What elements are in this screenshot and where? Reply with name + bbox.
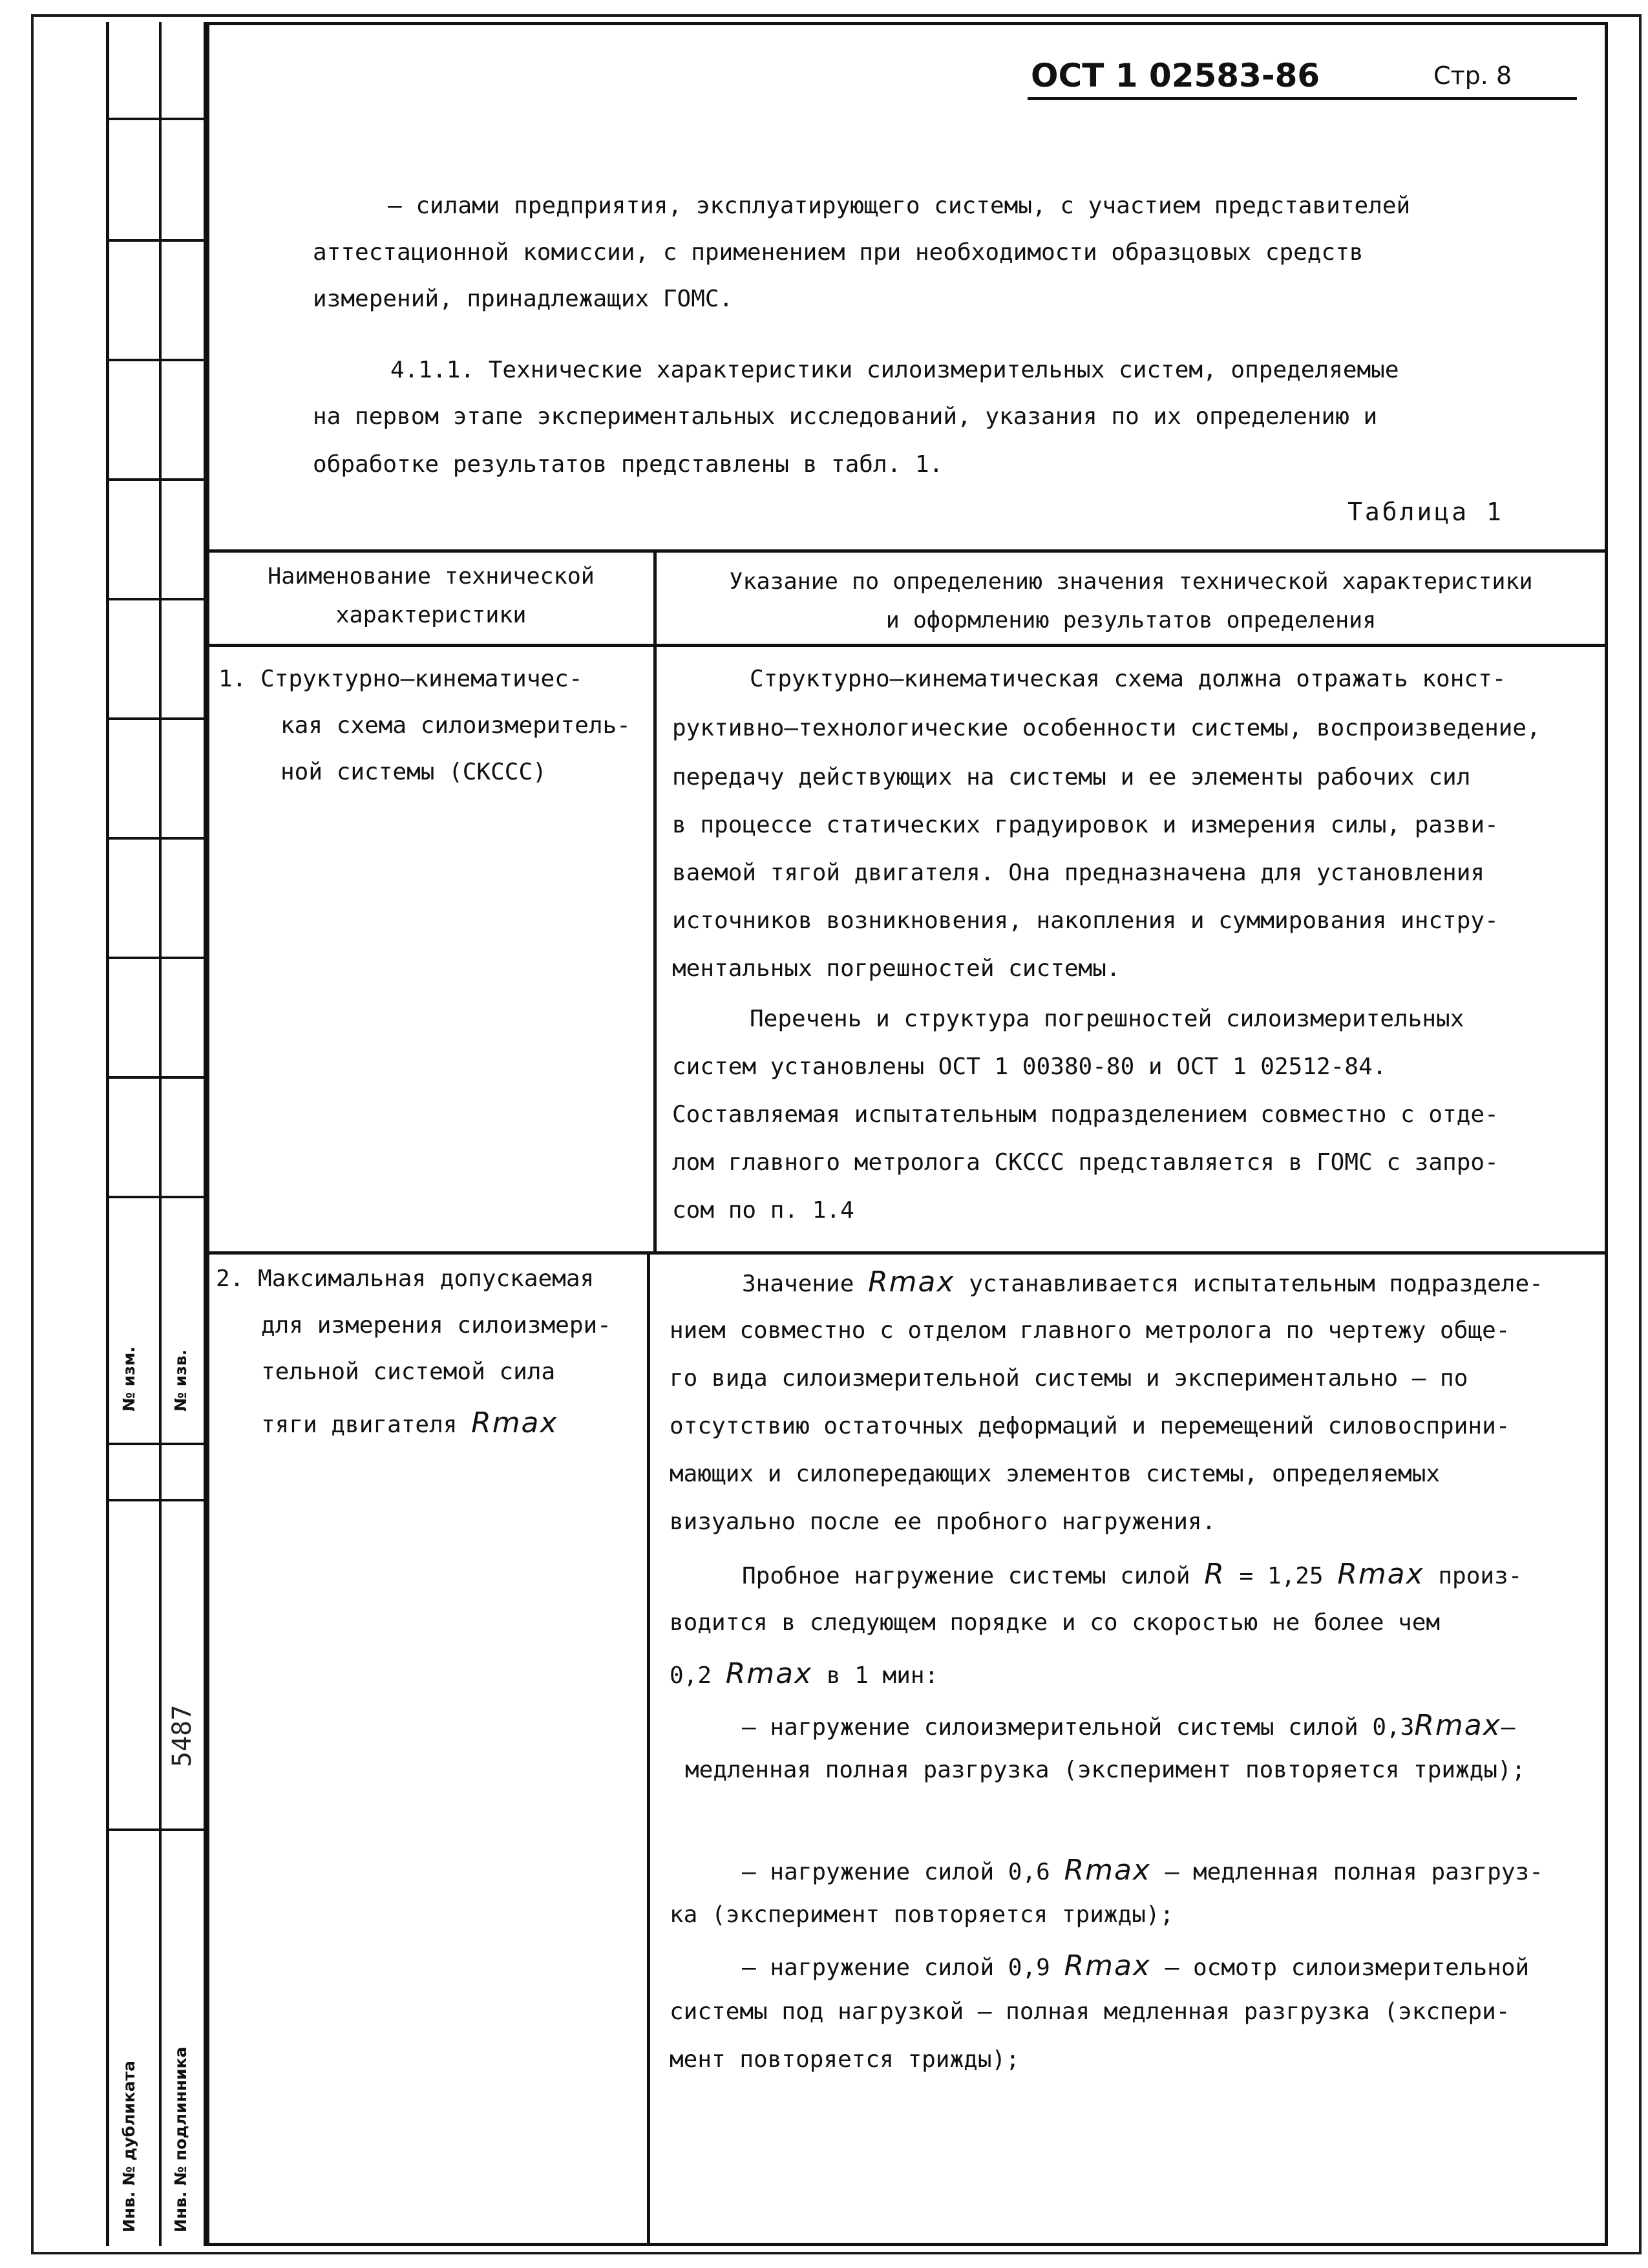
- table-cell: Пробное нагружение системы силой R = 1,25 Rmax произ-: [742, 1558, 1523, 1591]
- table-cell: Составляемая испытательным подразделением совместно с отде-: [672, 1101, 1499, 1128]
- strip-line: [109, 1196, 204, 1198]
- strip-line: [109, 837, 204, 840]
- strip-line: [109, 239, 204, 242]
- strip-line: [109, 478, 204, 481]
- strip-line: [109, 717, 204, 720]
- table-cell: кая схема силоизмеритель-: [280, 712, 631, 739]
- table-cell: руктивно–технологические особенности системы, воспроизведение,: [672, 715, 1541, 741]
- rmax-symbol: Rmax: [1064, 1854, 1151, 1887]
- table-rule: [208, 644, 1605, 647]
- table-cell: визуально после ее пробного нагружения.: [670, 1509, 1216, 1535]
- table-cell: для измерения силоизмери-: [261, 1312, 611, 1339]
- podl-number: 5487: [167, 1704, 197, 1767]
- izm-label: № изм.: [120, 1346, 138, 1412]
- podl-label: Инв. № подлинника: [171, 2046, 190, 2232]
- table-cell: – нагружение силой 0,6 Rmax – медленная полная разгруз-: [742, 1854, 1543, 1887]
- r-symbol: R: [1204, 1558, 1225, 1591]
- table-cell: нием совместно с отделом главного метролога по чертежу обще-: [670, 1317, 1510, 1344]
- table-header-instruction: Указание по определению значения технической характеристики и оформлению результатов определения: [729, 569, 1533, 633]
- header-rule: [1028, 97, 1577, 100]
- dubl-label: Инв. № дубликата: [120, 2061, 138, 2232]
- izv-label: № изв.: [171, 1349, 190, 1412]
- strip-line: [109, 1828, 204, 1831]
- table-header-name: Наименование технической характеристики: [268, 564, 595, 628]
- rmax-symbol: Rmax: [1414, 1709, 1501, 1742]
- table-cell: мент повторяется трижды);: [670, 2046, 1020, 2073]
- table-cell: 1. Структурно–кинематичес-: [218, 666, 583, 692]
- table-cell: ваемой тягой двигателя. Она предназначена для установления: [672, 860, 1485, 886]
- table-cell: сом по п. 1.4: [672, 1197, 854, 1224]
- table-cell: в процессе статических градуировок и измерения силы, разви-: [672, 812, 1499, 838]
- table-cell: Структурно–кинематическая схема должна отражать конст-: [750, 666, 1506, 692]
- table-cell: передачу действующих на системы и ее элементы рабочих сил: [672, 764, 1471, 790]
- strip-line: [109, 1499, 204, 1501]
- page-number: Стр. 8: [1433, 61, 1512, 90]
- table-cell: системы под нагрузкой – полная медленная разгрузка (экспери-: [670, 1998, 1510, 2025]
- table-cell: лом главного метролога СКССС представляется в ГОМС с запро-: [672, 1149, 1499, 1176]
- table-cell: 2. Максимальная допускаемая: [216, 1266, 595, 1292]
- table-cell: ментальных погрешностей системы.: [672, 955, 1121, 982]
- rmax-symbol: Rmax: [471, 1406, 558, 1439]
- table-caption: Таблица 1: [1347, 498, 1504, 526]
- table-cell: мающих и силопередающих элементов системы, определяемых: [670, 1461, 1441, 1487]
- rmax-symbol: Rmax: [868, 1266, 955, 1298]
- rmax-symbol: Rmax: [1337, 1558, 1424, 1591]
- intro-line: измерений, принадлежащих ГОМС.: [313, 286, 734, 312]
- table-cell: Значение Rmax устанавливается испытательным подразделе-: [742, 1266, 1543, 1298]
- rmax-symbol: Rmax: [725, 1657, 813, 1690]
- table-column-divider: [647, 1251, 650, 2245]
- strip-divider: [159, 22, 162, 2246]
- intro-line: аттестационной комиссии, с применением при необходимости образцовых средств: [313, 239, 1364, 266]
- table-cell: источников возникновения, накопления и суммирования инстру-: [672, 907, 1499, 934]
- strip-line: [109, 359, 204, 361]
- strip-line: [109, 1076, 204, 1079]
- table-cell: – нагружение силоизмерительной системы силой 0,3Rmax–: [742, 1709, 1516, 1742]
- strip-line: [109, 957, 204, 959]
- table-cell: отсутствию остаточных деформаций и перемещений силовосприни-: [670, 1413, 1510, 1439]
- table-cell: ной системы (СКССС): [280, 759, 547, 785]
- document-code: ОСТ 1 02583-86: [1031, 57, 1320, 94]
- table-cell: медленная полная разгрузка (эксперимент повторяется трижды);: [685, 1757, 1526, 1783]
- strip-line: [109, 598, 204, 600]
- table-rule: [208, 1251, 1605, 1255]
- table-cell: – нагружение силой 0,9 Rmax – осмотр силоизмерительной: [742, 1949, 1530, 1982]
- table-cell: тяги двигателя Rmax: [261, 1406, 558, 1439]
- table-cell: ка (эксперимент повторяется трижды);: [670, 1902, 1174, 1928]
- rmax-symbol: Rmax: [1064, 1949, 1151, 1982]
- table-cell: тельной системой сила: [261, 1359, 556, 1385]
- table-rule: [208, 549, 1605, 553]
- strip-line: [109, 1443, 204, 1445]
- table-cell: систем установлены ОСТ 1 00380-80 и ОСТ 1 02512-84.: [672, 1054, 1387, 1080]
- table-cell: го вида силоизмерительной системы и экспериментально – по: [670, 1365, 1468, 1392]
- strip-line: [109, 118, 204, 120]
- intro-line: обработке результатов представлены в табл. 1.: [313, 451, 944, 478]
- margin-strip: [106, 22, 207, 2246]
- table-cell: 0,2 Rmax в 1 мин:: [670, 1657, 939, 1690]
- intro-line: 4.1.1. Технические характеристики силоизмерительных систем, определяемые: [390, 357, 1399, 383]
- table-column-divider: [653, 549, 657, 1254]
- table-cell: Перечень и структура погрешностей силоизмерительных: [750, 1006, 1464, 1032]
- table-cell: водится в следующем порядке и со скоростью не более чем: [670, 1609, 1441, 1636]
- intro-line: на первом этапе экспериментальных исследований, указания по их определению и: [313, 403, 1378, 430]
- intro-line: – силами предприятия, эксплуатирующего системы, с участием представителей: [388, 193, 1411, 219]
